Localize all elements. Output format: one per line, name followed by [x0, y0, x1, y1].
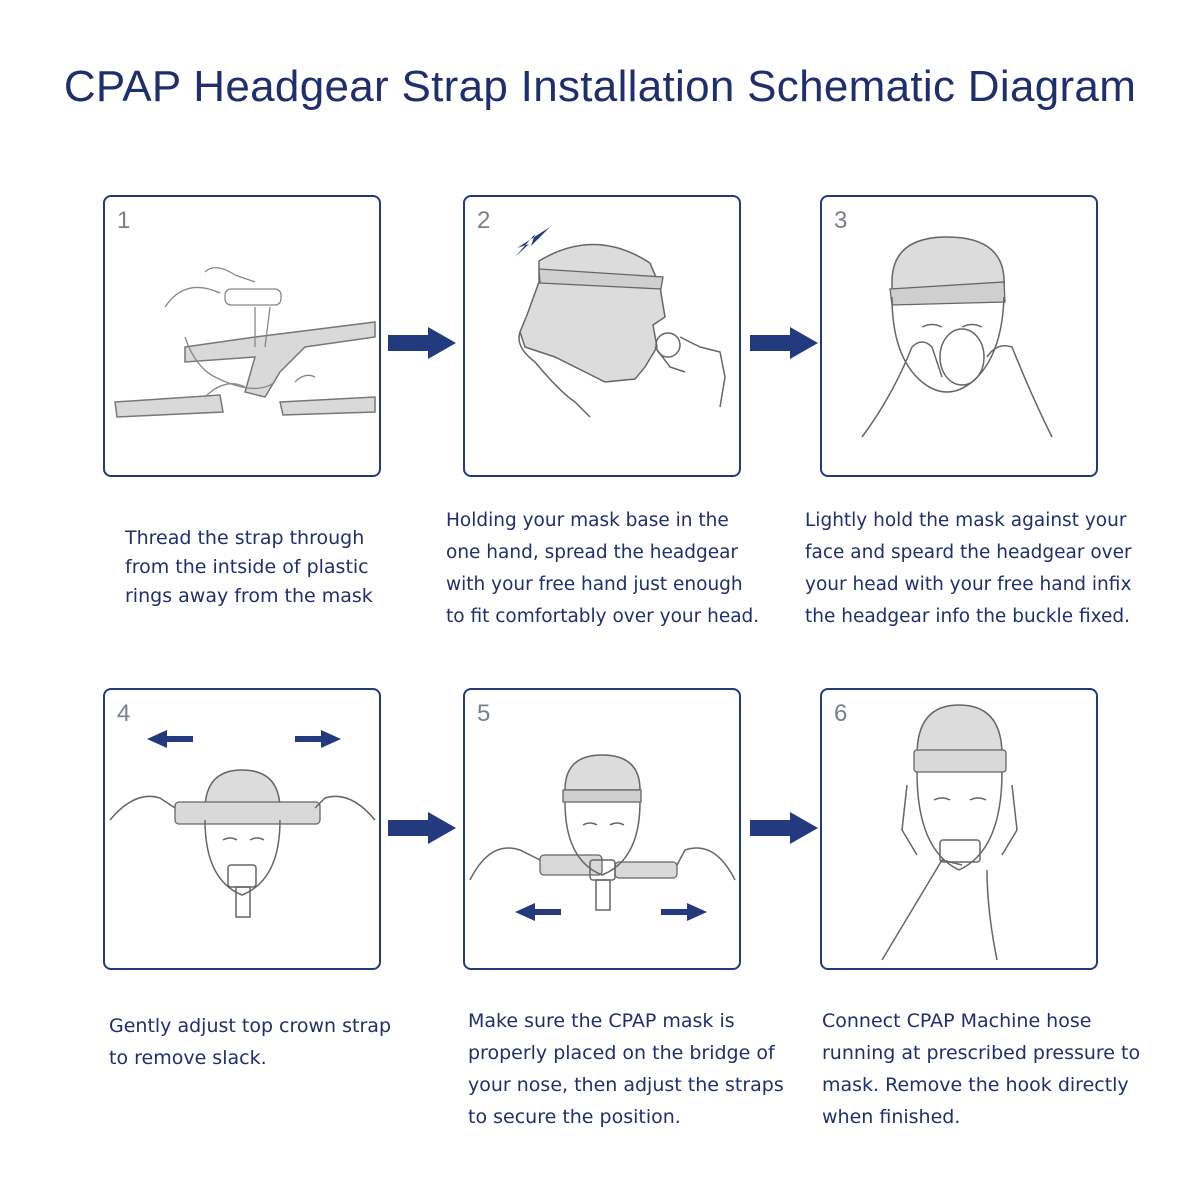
crown-strap-adjust-illustration — [105, 690, 379, 968]
head-profile-illustration — [465, 197, 739, 475]
step-5-number: 5 — [477, 700, 491, 727]
right-arrow-icon — [388, 810, 458, 846]
caption-line: Gently adjust top crown strap — [109, 1015, 392, 1037]
step-6-caption — [822, 1005, 1140, 1133]
step-4-caption — [109, 1010, 391, 1074]
front-face-hold-illustration — [822, 197, 1096, 475]
step-2-caption — [446, 505, 759, 633]
side-strap-adjust-illustration — [465, 690, 739, 968]
step-2-number: 2 — [477, 207, 491, 234]
caption-line: when finished. — [822, 1106, 961, 1128]
caption-line: your head with your free hand infix — [805, 574, 1132, 595]
step-1-caption — [125, 524, 373, 611]
right-arrow-icon — [388, 325, 458, 361]
step-5-caption — [468, 1005, 784, 1133]
caption-line: from the intside of plastic — [125, 556, 369, 578]
caption-line: rings away from the mask — [125, 585, 373, 607]
caption-line: one hand, spread the headgear — [446, 542, 739, 563]
right-arrow-icon — [661, 903, 707, 921]
step-6-panel — [820, 688, 1098, 970]
step-6-number: 6 — [834, 700, 848, 727]
right-arrow-icon — [295, 730, 341, 748]
caption-line: the headgear info the buckle fixed. — [805, 606, 1130, 627]
hose-connect-illustration — [822, 690, 1096, 968]
left-arrow-icon — [147, 730, 193, 748]
step-3-caption — [805, 505, 1132, 633]
caption-line: with your free hand just enough — [446, 574, 743, 595]
step-3-panel — [820, 195, 1098, 477]
step-1-number: 1 — [117, 207, 131, 234]
step-2-panel — [463, 195, 741, 477]
caption-line: Holding your mask base in the — [446, 510, 729, 531]
caption-line: mask. Remove the hook directly — [822, 1074, 1129, 1096]
caption-line: Connect CPAP Machine hose — [822, 1010, 1092, 1032]
caption-line: running at prescribed pressure to — [822, 1042, 1141, 1064]
page-title: CPAP Headgear Strap Installation Schematic Diagram — [63, 62, 1137, 111]
step-1-panel — [103, 195, 381, 477]
step-4-number: 4 — [117, 700, 131, 727]
right-arrow-icon — [750, 810, 820, 846]
caption-line: Make sure the CPAP mask is — [468, 1010, 735, 1032]
strap-threading-illustration — [105, 197, 379, 475]
right-arrow-icon — [750, 325, 820, 361]
caption-line: to fit comfortably over your head. — [446, 606, 760, 627]
caption-line: your nose, then adjust the straps — [468, 1074, 784, 1096]
caption-line: properly placed on the bridge of — [468, 1042, 775, 1064]
caption-line: Lightly hold the mask against your — [805, 510, 1127, 531]
caption-line: face and speard the headgear over — [805, 542, 1132, 563]
left-arrow-icon — [515, 903, 561, 921]
step-4-panel — [103, 688, 381, 970]
caption-line: Thread the strap through — [125, 527, 365, 549]
diagonal-arrow-icon — [515, 227, 550, 257]
step-3-number: 3 — [834, 207, 848, 234]
caption-line: to remove slack. — [109, 1047, 267, 1069]
step-5-panel — [463, 688, 741, 970]
caption-line: to secure the position. — [468, 1106, 681, 1128]
